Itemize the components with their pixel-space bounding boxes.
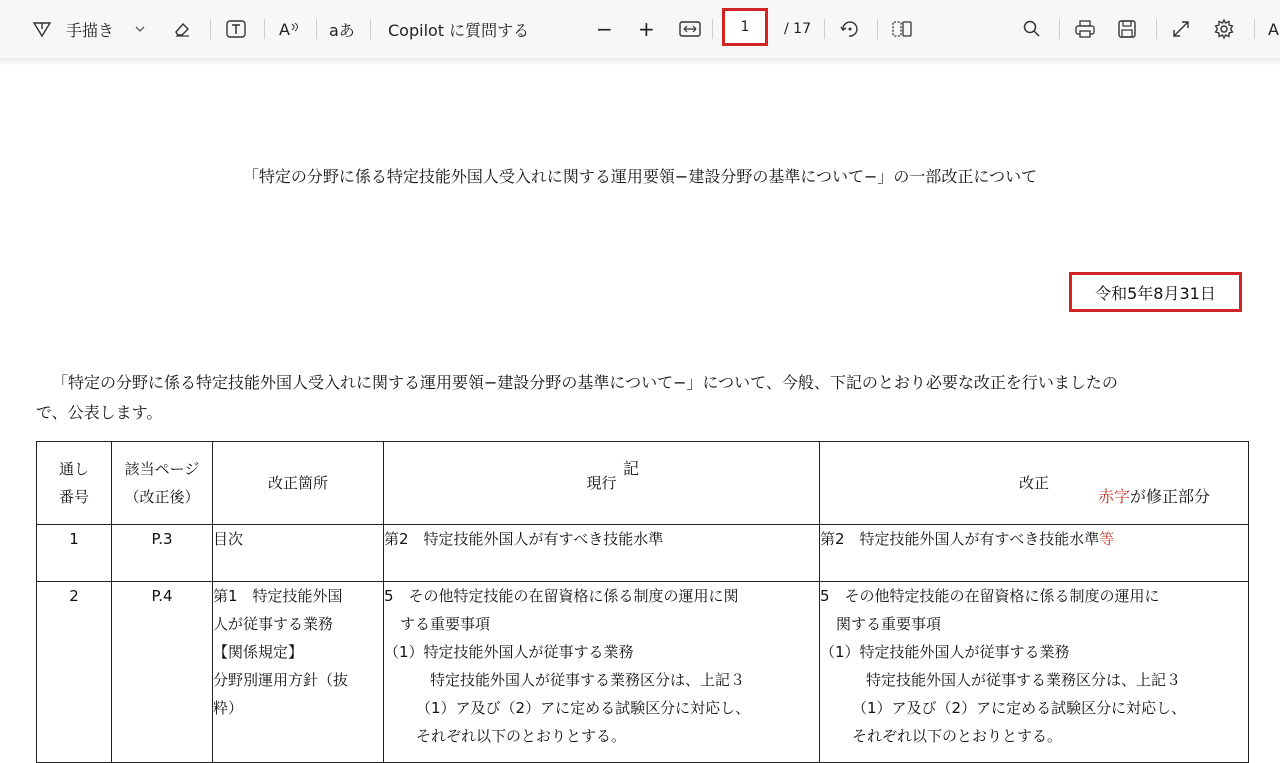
fullscreen-button[interactable] xyxy=(1171,14,1191,44)
cell-revised: 5 その他特定技能の在留資格に係る制度の運用に 関する重要事項 （1）特定技能外国人が従事する業務 特定技能外国人が従事する業務区分は、上記３ （1）ア及び（2）アに定める試験区分に対応し、 それぞれ以下のとおりとする。 xyxy=(820,582,1249,763)
toolbar-divider xyxy=(210,19,211,39)
revised-red-text: 等 xyxy=(1099,530,1115,548)
printer-icon xyxy=(1074,19,1096,39)
toolbar-divider xyxy=(1059,19,1060,39)
rotate-button[interactable] xyxy=(838,14,860,44)
toolbar-divider xyxy=(712,19,713,39)
gear-icon xyxy=(1213,18,1235,40)
overflow-label: A xyxy=(1268,19,1279,39)
fit-width-icon xyxy=(679,20,701,38)
print-button[interactable] xyxy=(1074,14,1096,44)
document-date: 令和5年8月31日 xyxy=(1069,272,1242,312)
cell-page: P.4 xyxy=(112,582,213,763)
header-current: 現行 xyxy=(384,442,820,525)
page-view-button[interactable] xyxy=(891,14,913,44)
toolbar-divider xyxy=(1156,19,1157,39)
ki-heading: 記 xyxy=(622,459,639,478)
cell-serial: 1 xyxy=(37,525,112,582)
cell-section: 第1 特定技能外国 人が従事する業務 【関係規定】 分野別運用方針（抜 粋） xyxy=(213,582,384,763)
minus-icon: − xyxy=(596,17,613,41)
cell-page: P.3 xyxy=(112,525,213,582)
draw-icon xyxy=(32,19,52,39)
search-icon xyxy=(1022,19,1042,39)
table-header-row xyxy=(37,442,1249,525)
header-page: 該当ページ （改正後） xyxy=(112,442,213,525)
header-serial-number: 通し 番号 xyxy=(37,442,112,525)
table-row xyxy=(37,525,1249,582)
read-aloud-label: A xyxy=(279,19,290,39)
settings-button[interactable] xyxy=(1213,14,1235,44)
add-text-button[interactable] xyxy=(225,14,247,44)
revision-table xyxy=(36,441,1249,763)
text-box-icon xyxy=(225,18,247,40)
speaker-waves-icon xyxy=(290,22,300,36)
draw-label: 手描き xyxy=(66,20,115,40)
toolbar-divider xyxy=(824,19,825,39)
toolbar-shadow xyxy=(0,58,1280,66)
read-aloud-button[interactable] xyxy=(279,14,300,44)
eraser-icon xyxy=(172,19,192,39)
cell-current: 5 その他特定技能の在留資格に係る制度の運用に関 する重要事項 （1）特定技能外国人が従事する業務 特定技能外国人が従事する業務区分は、上記３ （1）ア及び（2）アに定める試験区分に対応し、 それぞれ以下のとおりとする。 xyxy=(384,582,820,763)
chevron-down-icon xyxy=(134,23,146,35)
page-number-box[interactable] xyxy=(722,8,768,46)
zoom-out-button[interactable] xyxy=(596,14,613,44)
intro-line-1: 「特定の分野に係る特定技能外国人受入れに関する運用要領−建設分野の基準について−」について、今般、下記のとおり必要な改正を行いましたの xyxy=(52,373,1118,392)
toolbar-divider xyxy=(877,19,878,39)
page-view-icon xyxy=(891,19,913,39)
header-section: 改正箇所 xyxy=(213,442,384,525)
toolbar-divider xyxy=(264,19,265,39)
fit-width-button[interactable] xyxy=(679,14,701,44)
revision-note-text: が修正部分 xyxy=(1130,487,1211,506)
document-title: 「特定の分野に係る特定技能外国人受入れに関する運用要領−建設分野の基準について−」の一部改正について xyxy=(242,167,1038,186)
expand-icon xyxy=(1171,19,1191,39)
toolbar-divider xyxy=(370,19,371,39)
overflow-button[interactable] xyxy=(1268,14,1279,44)
search-button[interactable] xyxy=(1022,14,1042,44)
toolbar-divider xyxy=(316,19,317,39)
eraser-button[interactable] xyxy=(172,14,192,44)
zoom-in-button[interactable] xyxy=(638,14,655,44)
page-number-input[interactable] xyxy=(730,19,760,35)
translate-label: aあ xyxy=(329,20,355,40)
draw-button[interactable] xyxy=(32,14,114,44)
translate-button[interactable] xyxy=(329,14,355,44)
toolbar-divider xyxy=(1254,19,1255,39)
intro-line-2: で、公表します。 xyxy=(36,403,163,422)
cell-revised: 第2 特定技能外国人が有すべき技能水準等 xyxy=(820,525,1249,582)
page-total: / 17 xyxy=(784,21,811,37)
header-revised: 改正 xyxy=(820,442,1249,525)
draw-options-dropdown[interactable] xyxy=(134,14,146,44)
cell-current: 第2 特定技能外国人が有すべき技能水準 xyxy=(384,525,820,582)
cell-section: 目次 xyxy=(213,525,384,582)
copilot-button[interactable] xyxy=(388,14,529,44)
save-button[interactable] xyxy=(1117,14,1137,44)
copilot-label: Copilot に質問する xyxy=(388,20,530,40)
table-row xyxy=(37,582,1249,763)
intro-paragraph xyxy=(36,368,1226,428)
save-icon xyxy=(1117,19,1137,39)
revision-note-red: 赤字 xyxy=(1098,487,1131,506)
cell-serial: 2 xyxy=(37,582,112,763)
rotate-icon xyxy=(838,18,860,40)
plus-icon: + xyxy=(638,17,655,41)
pdf-toolbar xyxy=(0,0,1280,59)
